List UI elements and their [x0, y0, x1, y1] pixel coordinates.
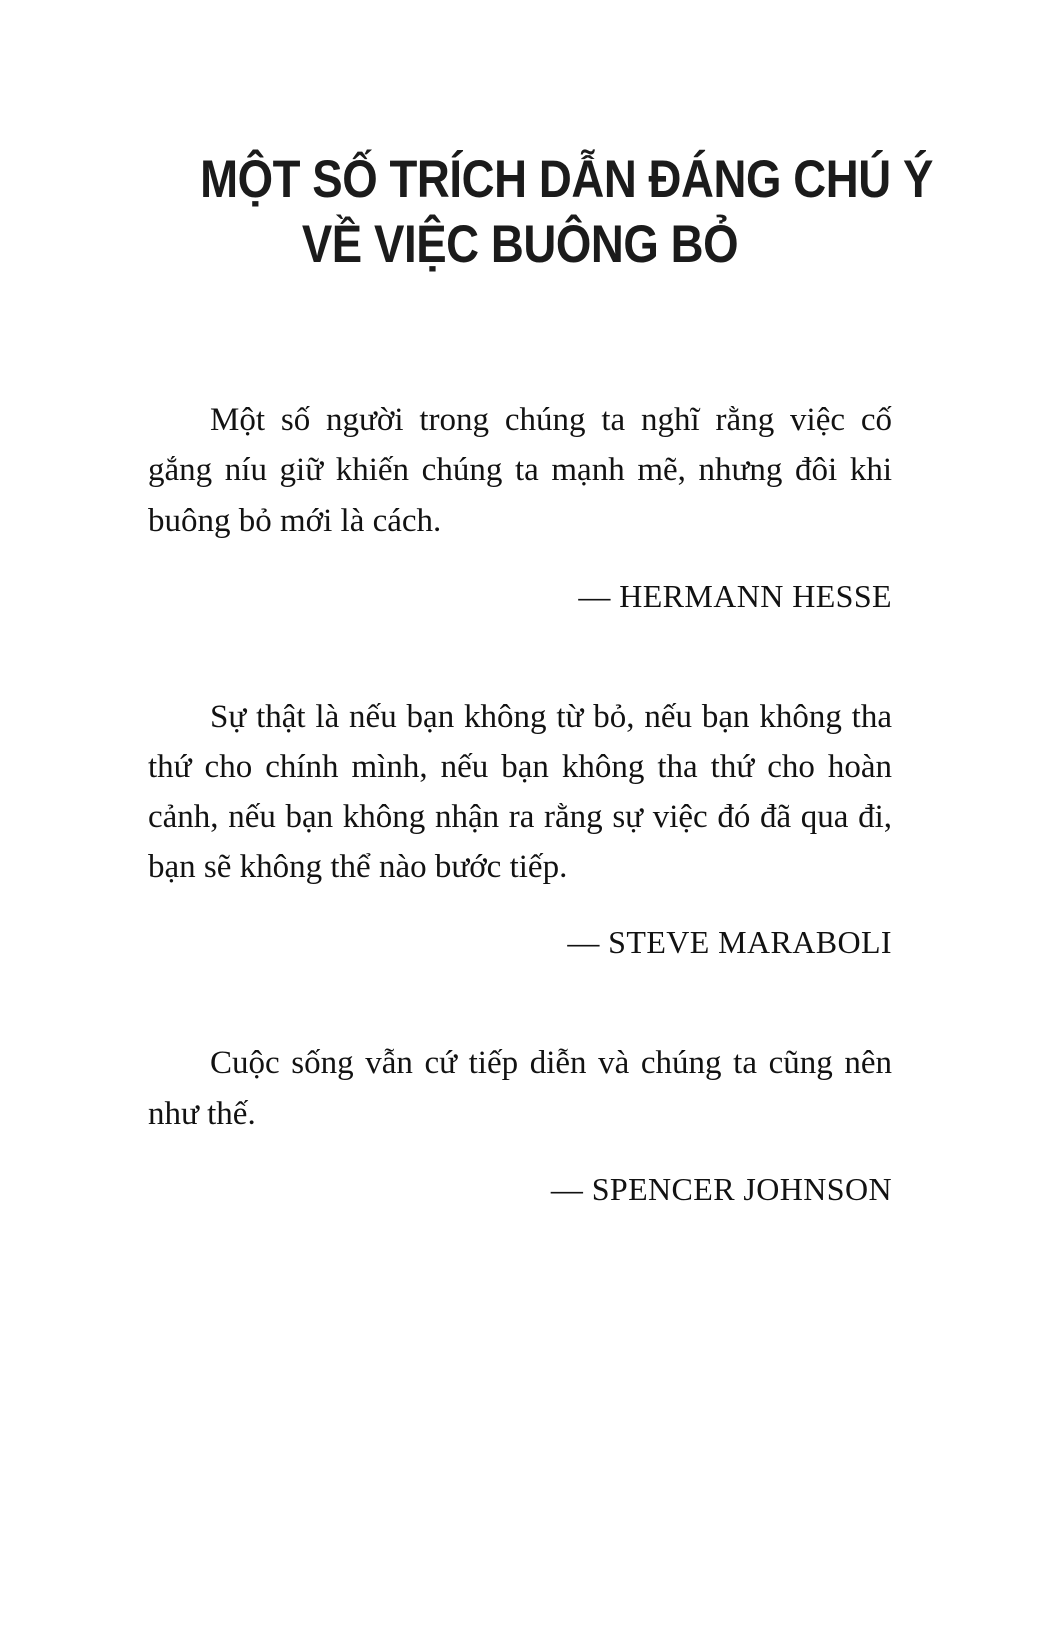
quote-author: — SPENCER JOHNSON — [550, 1170, 892, 1207]
quote-item — [148, 1038, 892, 1212]
page-title — [148, 148, 933, 277]
page-content — [148, 0, 933, 1213]
page-title-line-1: MỘT SỐ TRÍCH DẪN ĐÁNG CHÚ Ý — [200, 150, 933, 209]
quote-item — [148, 395, 892, 619]
quote-text: Cuộc sống vẫn cứ tiếp diễn và chúng ta cũng nên như thế. — [148, 1045, 892, 1132]
page-title-line-2: VỀ VIỆC BUÔNG BỎ — [301, 214, 739, 274]
quote-text: Một số người trong chúng ta nghĩ rằng việc cố gắng níu giữ khiến chúng ta mạnh mẽ, nhưng đôi khi buông bỏ mới là cách. — [148, 402, 892, 539]
quote-author: — HERMANN HESSE — [578, 577, 892, 614]
quote-author: — STEVE MARABOLI — [567, 924, 892, 961]
quote-list — [148, 395, 892, 1212]
quote-text: Sự thật là nếu bạn không từ bỏ, nếu bạn không tha thứ cho chính mình, nếu bạn không tha thứ cho hoàn cảnh, nếu bạn không nhận ra rằng sự việc đó đã qua đi, bạn sẽ không thể nào bước tiếp. — [148, 698, 892, 886]
quote-item — [148, 692, 892, 967]
